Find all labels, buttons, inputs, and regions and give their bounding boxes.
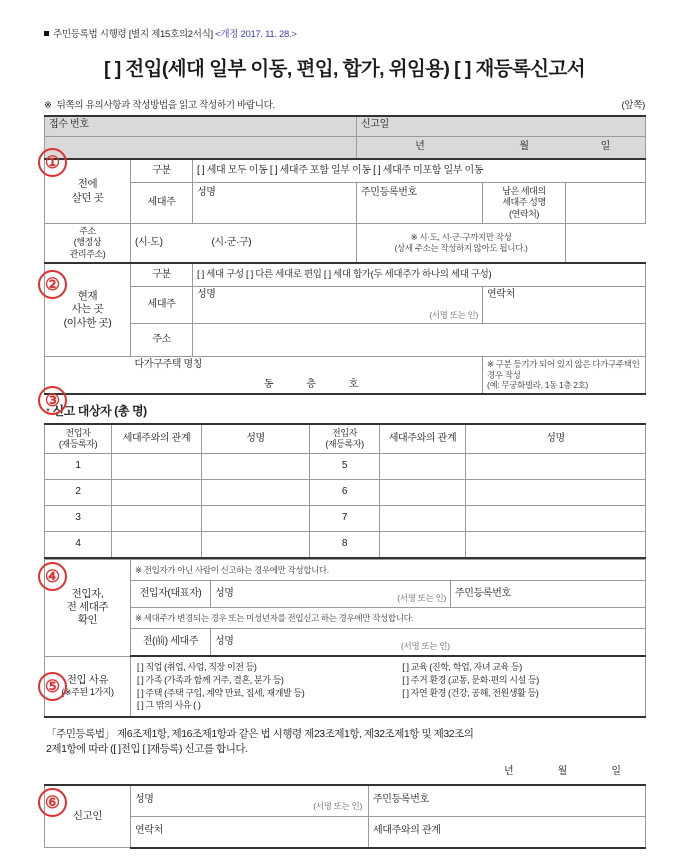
row-name-right[interactable]: [466, 480, 646, 506]
table-row: [45, 454, 646, 480]
section5-options: [131, 656, 646, 717]
asterisk-icon: ※: [44, 100, 52, 111]
section4-note1-row: [45, 560, 646, 581]
row-number-left: 4: [45, 532, 112, 559]
row-relation-left[interactable]: [112, 506, 202, 532]
row-name-left[interactable]: [202, 532, 310, 559]
row-name-left[interactable]: [202, 506, 310, 532]
section6-sign-note: (서명 또는 인): [313, 800, 362, 811]
section2-address-label: 주소: [131, 324, 193, 357]
reason-option-job[interactable]: [ ] 직업 (취업, 사업, 직장 이전 등): [137, 662, 257, 672]
section2-address-row: [45, 324, 646, 357]
row-relation-left[interactable]: [112, 532, 202, 559]
form-table-declarant: [44, 784, 646, 849]
section2-multihouse-field[interactable]: [131, 357, 483, 395]
section4-note-1: ※ 전입자가 아닌 사람이 신고하는 경우에만 작성합니다.: [131, 560, 646, 581]
section3-col-header-4: 세대주와의 관계: [380, 424, 466, 454]
section1-name-field[interactable]: [193, 203, 357, 224]
section3-col-header-1: 세대주와의 관계: [112, 424, 202, 454]
col0-line2: (재등록자): [58, 439, 98, 449]
row-number-left: 2: [45, 480, 112, 506]
section4-prevhead-name-label: 성명: [215, 635, 234, 647]
row-name-left[interactable]: [202, 454, 310, 480]
section1-label-line2: 살던 곳: [71, 191, 104, 204]
section2-contact-label: 연락처: [487, 289, 515, 300]
reason-option-education[interactable]: [ ] 교육 (진학, 학업, 자녀 교육 등): [402, 662, 522, 672]
section1-address-label: [45, 224, 131, 264]
section3-col-header-2: 성명: [202, 424, 310, 454]
section1-address-row: [45, 224, 646, 264]
section4-applicant-label: 전입자(대표자): [131, 581, 211, 608]
law-title: 주민등록법 시행령 [별지 제15호의2서식]: [53, 29, 213, 40]
address-note-line2: (상세 주소는 작성하지 않아도 됩니다.): [394, 243, 528, 253]
revision-note: <개정 2017. 11. 28.>: [215, 29, 297, 40]
section1-address-note: [357, 224, 566, 264]
row-relation-left[interactable]: [112, 454, 202, 480]
section4-applicant-name-label: 성명: [215, 587, 234, 599]
section4-applicant-name-field[interactable]: [211, 581, 451, 608]
asterisk-icon-2: *: [46, 407, 50, 418]
col3-line2: (재등록자): [325, 439, 364, 449]
section4-prevhead-label: 전(前) 세대주: [131, 629, 211, 657]
section4-applicant-row: [45, 581, 646, 608]
section3-heading-text: 신고 대상자 (총 명): [52, 404, 147, 418]
remain-label-line3: (연락처): [508, 208, 540, 219]
section1-label-line1: 전에: [77, 178, 98, 191]
section6-relation-field[interactable]: [369, 816, 646, 848]
annotation-circle-4: ④: [38, 562, 67, 591]
legal-year-unit: 년: [503, 765, 514, 777]
col3-line1: 전입자: [332, 427, 357, 438]
form-table-top: [44, 115, 646, 395]
section2-type-label: 구분: [131, 263, 193, 287]
row-name-right[interactable]: [466, 506, 646, 532]
page-title: [ ] 전입(세대 일부 이동, 편입, 합가, 위임용) [ ] 재등록신고서: [104, 58, 585, 80]
section2-label-line2: 사는 곳: [71, 303, 104, 316]
section1-name-label: 성명: [193, 183, 357, 204]
section6-contact-label: 연락처: [135, 825, 163, 837]
section4-prevhead-sign-note: (서명 또는 인): [401, 641, 450, 652]
section6-rrn-label: 주민등록번호: [373, 794, 429, 806]
section6-contact-row: [45, 816, 646, 848]
section1-remain-head-field[interactable]: [566, 183, 646, 224]
reason-option-natural-env[interactable]: [ ] 자연 환경 (건강, 공해, 전원생활 등): [402, 687, 539, 698]
multihouse-units: [249, 379, 374, 392]
section4-note2-row: [45, 608, 646, 629]
section2-type-row: [45, 263, 646, 287]
row-number-right: 5: [310, 454, 380, 480]
section1-head-label: 세대주: [131, 183, 193, 224]
section1-type-options[interactable]: [ ] 세대 모두 이동 [ ] 세대주 포함 일부 이동 [ ] 세대주 미포함 일부 이동: [193, 159, 646, 183]
section1-type-row: [45, 159, 646, 183]
section5-label-line1: 전입 사유: [66, 674, 109, 687]
reason-option-other[interactable]: [ ] 그 밖의 사유 ( ): [137, 700, 201, 711]
annotation-circle-3: ③: [38, 386, 67, 415]
address-sigungu-label: (시·군·구): [211, 236, 252, 248]
row-relation-left[interactable]: [112, 480, 202, 506]
col0-line1: 전입자: [65, 427, 91, 438]
annotation-circle-2: ②: [38, 270, 67, 299]
section2-contact-field[interactable]: [483, 287, 646, 324]
address-label-line3: 관리주소): [69, 248, 106, 259]
section1-type-label: 구분: [131, 159, 193, 183]
report-date-field-2[interactable]: [566, 116, 646, 137]
notice-text: 뒤쪽의 유의사항과 작성방법을 읽고 작성하기 바랍니다.: [56, 100, 275, 111]
table-row: [45, 480, 646, 506]
form-table-targets: [44, 423, 646, 559]
table-row: [45, 506, 646, 532]
section2-sign-note: (서명 또는 인): [429, 310, 478, 321]
section4-label-line2: 전 세대주: [66, 601, 109, 614]
row-relation-right[interactable]: [380, 506, 466, 532]
section2-type-options[interactable]: [ ] 세대 구성 [ ] 다른 세대로 편입 [ ] 세대 합가(두 세대주가 하나의 세대 구성): [193, 263, 646, 287]
section2-address-field[interactable]: [193, 324, 646, 357]
reason-option-residential-env[interactable]: [ ] 주거 환경 (교통, 문화·편의 시설 등): [402, 674, 539, 685]
section6-rrn-field[interactable]: [369, 785, 646, 817]
section2-label-line3: (이사한 곳): [63, 316, 112, 329]
row-number-left: 1: [45, 454, 112, 480]
multihouse-note-line2: (예: 무궁화빌라, 1동 1층 2호): [487, 380, 588, 391]
legal-day-unit: 일: [611, 765, 621, 777]
section4-prevhead-name-field[interactable]: [211, 629, 646, 657]
row-number-left: 3: [45, 506, 112, 532]
notice-row: [44, 97, 645, 111]
section4-applicant-rrn-field[interactable]: [451, 581, 646, 608]
row-relation-right[interactable]: [380, 480, 466, 506]
section4-applicant-rrn-label: 주민등록번호: [455, 587, 511, 599]
section4-label-line3: 확인: [77, 614, 98, 627]
report-date-label: 신고일: [357, 116, 483, 137]
notice-text-wrap: [44, 97, 275, 111]
annotation-circle-6: ⑥: [38, 788, 67, 817]
legal-date-line: [44, 762, 645, 777]
form-law-reference: [44, 26, 645, 40]
reason-option-family[interactable]: [ ] 가족 (가족과 함께 거주, 결혼, 분가 등): [137, 674, 284, 685]
section3-header-row: [45, 424, 646, 454]
section6-name-label: 성명: [135, 794, 154, 806]
section1-rrn-field[interactable]: [357, 203, 483, 224]
section6-name-field[interactable]: [131, 785, 369, 817]
section3-col-header-3: [310, 424, 380, 454]
address-note-line1: ※ 시·도, 시·군·구까지만 작성: [410, 232, 512, 243]
bullet-square-icon: [44, 31, 49, 36]
date-day-unit: 일: [566, 137, 646, 160]
table-row: [45, 532, 646, 559]
receipt-date-units-row: [45, 137, 646, 160]
section1-remain-head-label: [483, 183, 566, 224]
date-year-unit: 년: [357, 137, 483, 160]
annotation-circle-1: ①: [38, 148, 67, 177]
section1-address-field[interactable]: [131, 224, 357, 264]
row-name-left[interactable]: [202, 480, 310, 506]
reason-grid: [135, 659, 641, 714]
receipt-number-label: 접수 번호: [45, 116, 131, 137]
section5-label-line2: (※주된 1가지): [61, 687, 114, 698]
receipt-number-field[interactable]: [131, 116, 193, 137]
section6-name-row: [45, 785, 646, 817]
section3-heading: [46, 402, 645, 419]
remain-label-line2: 세대주 성명: [502, 197, 546, 208]
section6-contact-field[interactable]: [131, 816, 369, 848]
row-relation-right[interactable]: [380, 532, 466, 559]
address-sido-label: (시·도): [135, 236, 163, 248]
section3-col-header-5: 성명: [466, 424, 646, 454]
receipt-number-field-2[interactable]: [193, 116, 357, 137]
unit-cheung: 층: [306, 378, 316, 390]
legal-month-unit: 월: [557, 765, 568, 777]
row-name-right[interactable]: [466, 532, 646, 559]
row-number-right: 7: [310, 506, 380, 532]
row-name-right[interactable]: [466, 454, 646, 480]
reason-option-housing[interactable]: [ ] 주택 (주택 구입, 계약 만료, 집세, 재개발 등): [137, 687, 305, 698]
section2-name-field[interactable]: [193, 287, 483, 324]
section2-head-row: [45, 287, 646, 324]
section4-label-line1: 전입자,: [71, 588, 104, 601]
legal-line-2: 2제1항에 따라 ([ ]전입 [ ]재등록) 신고를 합니다.: [46, 743, 248, 756]
section2-multihouse-note: [483, 357, 646, 395]
multihouse-note-line1: ※ 구분 등기가 되어 있지 않은 다가구주택인 경우 작성: [487, 359, 640, 380]
receipt-row: [45, 116, 646, 137]
section2-name-label: 성명: [197, 289, 216, 300]
address-label-line2: (행정상: [73, 237, 102, 248]
section4-prevhead-row: [45, 629, 646, 657]
reason-column-right: [402, 661, 641, 712]
form-table-confirm: [44, 559, 646, 718]
section6-relation-label: 세대주와의 관계: [373, 825, 441, 837]
reason-column-left: [137, 661, 402, 712]
legal-line-1: 「주민등록법」 제6조제1항, 제16조제1항과 같은 법 시행령 제23조제1항, 제32조제1항 및 제32조의: [46, 728, 474, 741]
section3-col-header-0: [45, 424, 112, 454]
section2-label-line1: 현재: [77, 290, 98, 303]
legal-statement: [46, 727, 643, 757]
section5-row: [45, 656, 646, 717]
section4-note-2: ※ 세대주가 변경되는 경우 또는 미성년자를 전입신고 하는 경우에만 작성합니다.: [131, 608, 646, 629]
receipt-spacer-2: [131, 137, 193, 160]
remain-label-line1: 남은 세대의: [502, 186, 546, 197]
row-relation-right[interactable]: [380, 454, 466, 480]
section6-label: 신고인: [45, 785, 131, 848]
receipt-spacer-3: [193, 137, 357, 160]
section1-rrn-label: 주민등록번호: [357, 183, 483, 204]
report-date-field[interactable]: [483, 116, 566, 137]
unit-ho: 호: [348, 378, 359, 390]
page-side-marker: (앞쪽): [621, 100, 645, 111]
section4-applicant-sign-note: (서명 또는 인): [397, 593, 446, 604]
section2-multihouse-label: 다가구주택 명칭: [134, 359, 203, 370]
unit-dong: 동: [263, 378, 274, 390]
address-label-line1: 주소: [79, 226, 96, 237]
section2-multihouse-row: [45, 357, 646, 395]
row-number-right: 6: [310, 480, 380, 506]
date-month-unit: 월: [483, 137, 566, 160]
row-number-right: 8: [310, 532, 380, 559]
section2-head-label: 세대주: [131, 287, 193, 324]
section1-head-row: [45, 183, 646, 204]
annotation-circle-5: ⑤: [38, 672, 67, 701]
